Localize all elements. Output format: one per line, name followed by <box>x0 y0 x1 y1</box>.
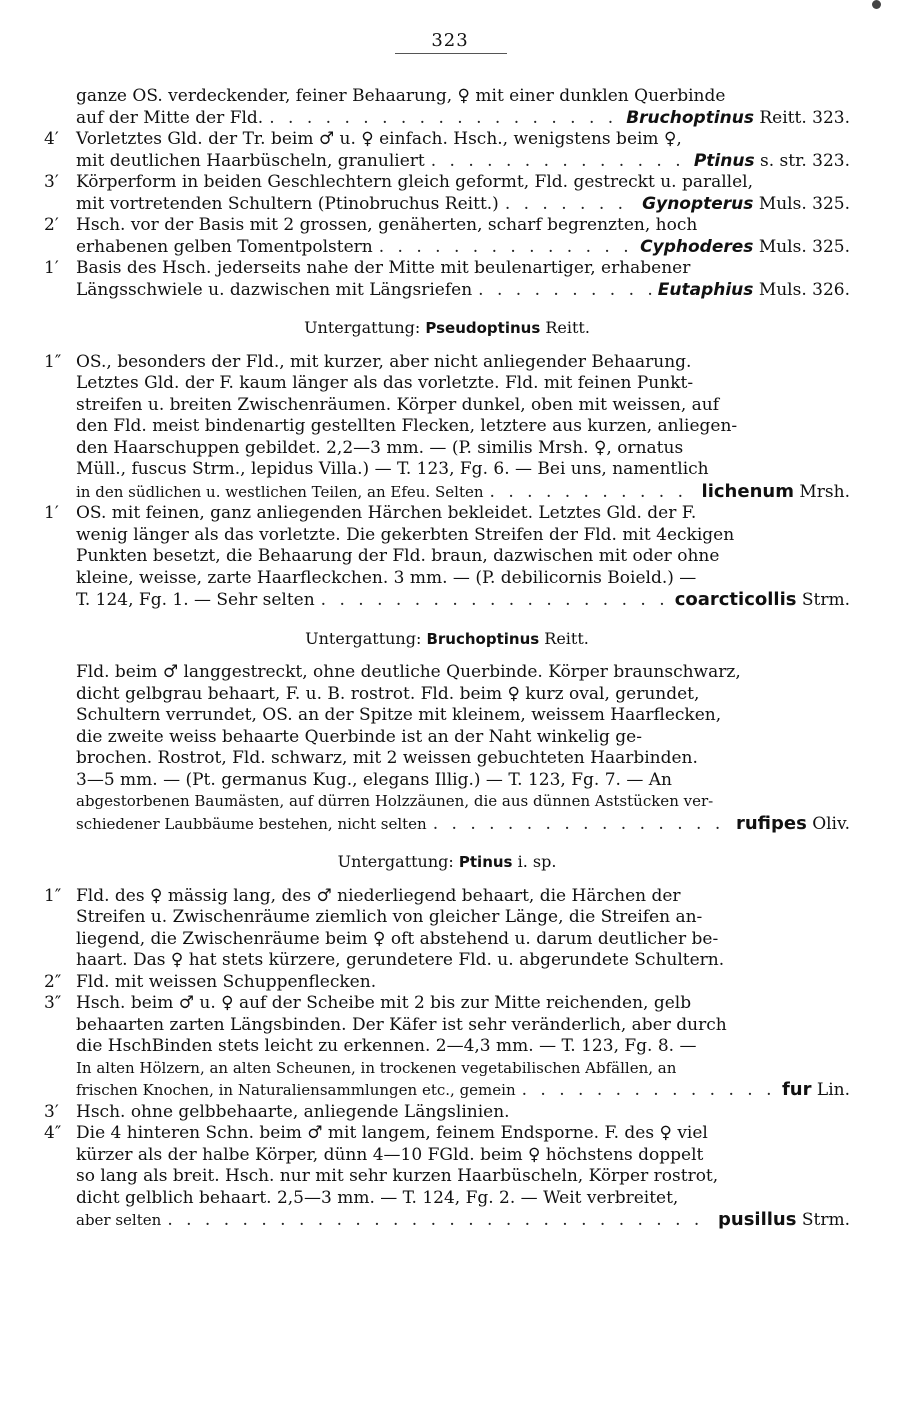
text-line <box>76 1209 850 1232</box>
key-marker: 2′ <box>44 215 59 235</box>
key-entry <box>44 1123 850 1232</box>
text-line <box>76 589 850 612</box>
species-paragraph <box>44 662 850 835</box>
author: Strm. <box>801 1210 850 1230</box>
heading-prefix: Untergattung: <box>304 318 421 337</box>
line-text: aber selten <box>76 1211 162 1229</box>
text-line <box>76 748 850 770</box>
line-text: Fld. des ♀ mässig lang, des ♂ niederliegend behaart, die Härchen der <box>76 885 681 906</box>
line-text: mit deutlichen Haarbüscheln, granuliert <box>76 150 425 171</box>
line-text: brochen. Rostrot, Fld. schwarz, mit 2 weissen gebuchteten Haarbinden. <box>76 748 698 768</box>
species-name: coarcticollis <box>674 589 797 610</box>
text-line <box>76 215 850 237</box>
text-line <box>76 791 850 813</box>
line-text: liegend, die Zwischenräume beim ♀ oft abstehend u. darum deutlicher be- <box>76 928 719 949</box>
line-text: OS., besonders der Fld., mit kurzer, aber nicht anliegender Behaarung. <box>76 351 692 372</box>
line-text: mit vortretenden Schultern (Ptinobruchus Reitt.) <box>76 193 499 214</box>
dot-leader <box>321 590 669 612</box>
text-line <box>76 1079 850 1102</box>
line-text: Hsch. beim ♂ u. ♀ auf der Scheibe mit 2 bis zur Mitte reichenden, gelb <box>76 993 692 1013</box>
text-line <box>76 280 850 302</box>
ink-speck <box>872 0 881 9</box>
heading-prefix: Untergattung: <box>305 628 422 648</box>
subgenus-heading <box>44 317 850 340</box>
key-marker: 4″ <box>44 1123 62 1143</box>
line-text: den Fld. meist bindenartig gestellten Flecken, letztere aus kurzen, anliegen- <box>76 416 738 436</box>
dot-leader <box>522 1080 776 1102</box>
line-text: wenig länger als das vorletzte. Die gekerbten Streifen der Fld. mit 4eckigen <box>76 524 735 545</box>
line-text: auf der Mitte der Fld. <box>76 107 264 128</box>
key-entry <box>44 258 850 301</box>
author: Muls. 326. <box>758 279 850 300</box>
text-line <box>76 481 850 504</box>
text-line <box>76 1166 850 1188</box>
dot-leader <box>433 814 730 836</box>
genus-name: Eutaphius <box>657 279 754 300</box>
text-line <box>76 907 850 929</box>
subgenus-heading <box>44 851 850 874</box>
line-text: die zweite weiss behaarte Querbinde ist an der Naht winkelig ge- <box>76 726 642 747</box>
text-line <box>76 1102 850 1124</box>
key-marker: 1″ <box>44 351 62 372</box>
author: s. str. 323. <box>759 150 850 171</box>
text-line <box>76 525 850 547</box>
text-line <box>76 172 850 194</box>
genus-name: Gynopterus <box>642 193 754 214</box>
line-text: Hsch. vor der Basis mit 2 grossen, genäherten, scharf begrenzten, hoch <box>76 215 698 235</box>
text-line <box>76 459 850 481</box>
key-marker: 1′ <box>44 258 59 278</box>
page-number-rule <box>395 53 507 54</box>
author: Mrsh. <box>799 481 850 502</box>
key-entry <box>44 1102 850 1124</box>
text-line <box>76 1123 850 1145</box>
species-name: fur <box>781 1079 812 1100</box>
key-marker: 1′ <box>44 503 59 523</box>
text-line <box>76 813 850 836</box>
line-text: Basis des Hsch. jederseits nahe der Mitte mit beulenartiger, erhabener <box>76 258 691 278</box>
line-text: dicht gelblich behaart. 2,5—3 mm. — T. 124, Fg. 2. — Weit verbreitet, <box>76 1187 679 1208</box>
line-text: Fld. beim ♂ langgestreckt, ohne deutliche Querbinde. Körper braunschwarz, <box>76 662 741 682</box>
genus-name: Bruchoptinus <box>626 107 754 128</box>
key-marker: 3′ <box>44 1101 59 1122</box>
text-line <box>76 151 850 173</box>
line-text: ganze OS. verdeckender, feiner Behaarung, ♀ mit einer dunklen Querbinde <box>76 86 726 106</box>
line-text: frischen Knochen, in Naturaliensammlungen etc., gemein <box>76 1081 516 1099</box>
author: Muls. 325. <box>758 193 850 214</box>
line-text: Vorletztes Gld. der Tr. beim ♂ u. ♀ einfach. Hsch., wenigstens beim ♀, <box>76 129 682 149</box>
text-line <box>76 194 850 216</box>
line-text: Streifen u. Zwischenräume ziemlich von gleicher Länge, die Streifen an- <box>76 907 703 927</box>
author: Oliv. <box>812 813 850 834</box>
text-line <box>76 108 850 130</box>
dot-leader <box>379 237 634 259</box>
author: Reitt. 323. <box>759 107 850 128</box>
key-entry <box>44 886 850 972</box>
author: Lin. <box>816 1080 850 1100</box>
lead-block <box>44 86 850 129</box>
text-line <box>76 662 850 684</box>
dot-leader <box>269 108 620 130</box>
dot-leader <box>505 194 636 216</box>
text-line <box>76 546 850 568</box>
line-text: behaarten zarten Längsbinden. Der Käfer ist sehr veränderlich, aber durch <box>76 1014 727 1035</box>
subgenus-name: Bruchoptinus <box>426 629 540 648</box>
key-marker: 4′ <box>44 129 59 149</box>
line-text: abgestorbenen Baumästen, auf dürren Holzzäunen, die aus dünnen Aststücken ver- <box>76 792 714 810</box>
author: Reitt. <box>544 628 589 648</box>
species-name: lichenum <box>701 480 794 502</box>
subgenus-name: Pseudoptinus <box>425 319 541 337</box>
dot-leader <box>167 1210 712 1232</box>
text-line <box>76 929 850 951</box>
genus-name: Ptinus <box>693 150 755 171</box>
key-entry <box>44 129 850 172</box>
species-name: rufipes <box>735 812 807 834</box>
text-line <box>76 972 850 994</box>
line-text: Fld. mit weissen Schuppenflecken. <box>76 971 377 992</box>
key-entry <box>44 972 850 994</box>
line-text: kürzer als der halbe Körper, dünn 4—10 FGld. beim ♀ höchstens doppelt <box>76 1144 704 1165</box>
text-line <box>76 352 850 374</box>
line-text: dicht gelbgrau behaart, F. u. B. rostrot. Fld. beim ♀ kurz oval, gerundet, <box>76 683 700 704</box>
line-text: die HschBinden stets leicht zu erkennen. 2—4,3 mm. — T. 123, Fg. 8. — <box>76 1036 697 1056</box>
text-line <box>76 438 850 460</box>
text-line <box>76 950 850 972</box>
key-marker: 2″ <box>44 971 62 992</box>
line-text: Punkten besetzt, die Behaarung der Fld. braun, dazwischen mit oder ohne <box>76 546 720 566</box>
text-line <box>76 395 850 417</box>
subgenus-name: Ptinus <box>458 853 513 871</box>
text-line <box>76 1036 850 1058</box>
line-text: Körperform in beiden Geschlechtern gleich geformt, Fld. gestreckt u. parallel, <box>76 172 754 192</box>
line-text: so lang als breit. Hsch. nur mit sehr kurzen Haarbüscheln, Körper rostrot, <box>76 1166 719 1186</box>
author: Strm. <box>801 590 850 610</box>
line-text: schiedener Laubbäume bestehen, nicht selten <box>76 814 427 833</box>
key-entry <box>44 993 850 1102</box>
line-text: 3—5 mm. — (Pt. germanus Kug., elegans Illig.) — T. 123, Fg. 7. — An <box>76 769 672 790</box>
species-name: pusillus <box>718 1209 797 1230</box>
line-text: T. 124, Fg. 1. — Sehr selten <box>76 590 315 610</box>
line-text: kleine, weisse, zarte Haarfleckchen. 3 mm. — (P. debilicornis Boield.) — <box>76 567 697 588</box>
author: Muls. 325. <box>758 236 850 257</box>
text-line <box>76 1058 850 1080</box>
line-text: in den südlichen u. westlichen Teilen, an Efeu. Selten <box>76 482 484 501</box>
dot-leader <box>490 482 696 504</box>
text-line <box>76 1145 850 1167</box>
text-line <box>76 416 850 438</box>
key-entry <box>44 172 850 215</box>
text-line <box>76 886 850 908</box>
text-line <box>76 1188 850 1210</box>
text-line <box>76 86 850 108</box>
key-marker: 1″ <box>44 885 62 906</box>
line-text: Längsschwiele u. dazwischen mit Längsriefen <box>76 279 473 300</box>
line-text: In alten Hölzern, an alten Scheunen, in trockenen vegetabilischen Abfällen, an <box>76 1058 677 1077</box>
page-number: 323 <box>431 30 469 51</box>
key-entry <box>44 503 850 612</box>
text-line <box>76 770 850 792</box>
line-text: den Haarschuppen gebildet. 2,2—3 mm. — (P. similis Mrsh. ♀, ornatus <box>76 437 684 458</box>
key-marker: 3′ <box>44 172 59 192</box>
line-text: erhabenen gelben Tomentpolstern <box>76 236 373 257</box>
subgenus-heading <box>44 628 850 651</box>
text-line <box>76 727 850 749</box>
author: Reitt. <box>545 318 590 337</box>
text-line <box>76 503 850 525</box>
text-line <box>76 705 850 727</box>
heading-prefix: Untergattung: <box>337 852 454 871</box>
text-line <box>76 568 850 590</box>
line-text: streifen u. breiten Zwischenräumen. Körper dunkel, oben mit weissen, auf <box>76 394 720 415</box>
line-text: haart. Das ♀ hat stets kürzere, gerundetere Fld. u. abgerundete Schultern. <box>76 950 725 970</box>
text-line <box>76 993 850 1015</box>
text-line <box>76 237 850 259</box>
page-content <box>44 86 850 1232</box>
text-line <box>76 129 850 151</box>
author: i. sp. <box>517 852 557 871</box>
text-line <box>76 258 850 280</box>
line-text: Letztes Gld. der F. kaum länger als das vorletzte. Fld. mit feinen Punkt- <box>76 373 694 393</box>
text-line <box>76 373 850 395</box>
genus-name: Cyphoderes <box>640 236 754 257</box>
key-marker: 3″ <box>44 993 62 1013</box>
line-text: Die 4 hinteren Schn. beim ♂ mit langem, feinem Endsporne. F. des ♀ viel <box>76 1123 708 1143</box>
line-text: Schultern verrundet, OS. an der Spitze mit kleinem, weissem Haarflecken, <box>76 705 722 725</box>
line-text: Müll., fuscus Strm., lepidus Villa.) — T. 123, Fg. 6. — Bei uns, namentlich <box>76 459 709 479</box>
key-entry <box>44 352 850 504</box>
line-text: OS. mit feinen, ganz anliegenden Härchen bekleidet. Letztes Gld. der F. <box>76 503 697 523</box>
text-line <box>76 1015 850 1037</box>
key-entry <box>44 215 850 258</box>
dot-leader <box>478 280 652 302</box>
dot-leader <box>431 151 688 173</box>
text-line <box>76 684 850 706</box>
line-text: Hsch. ohne gelbbehaarte, anliegende Längslinien. <box>76 1101 510 1122</box>
